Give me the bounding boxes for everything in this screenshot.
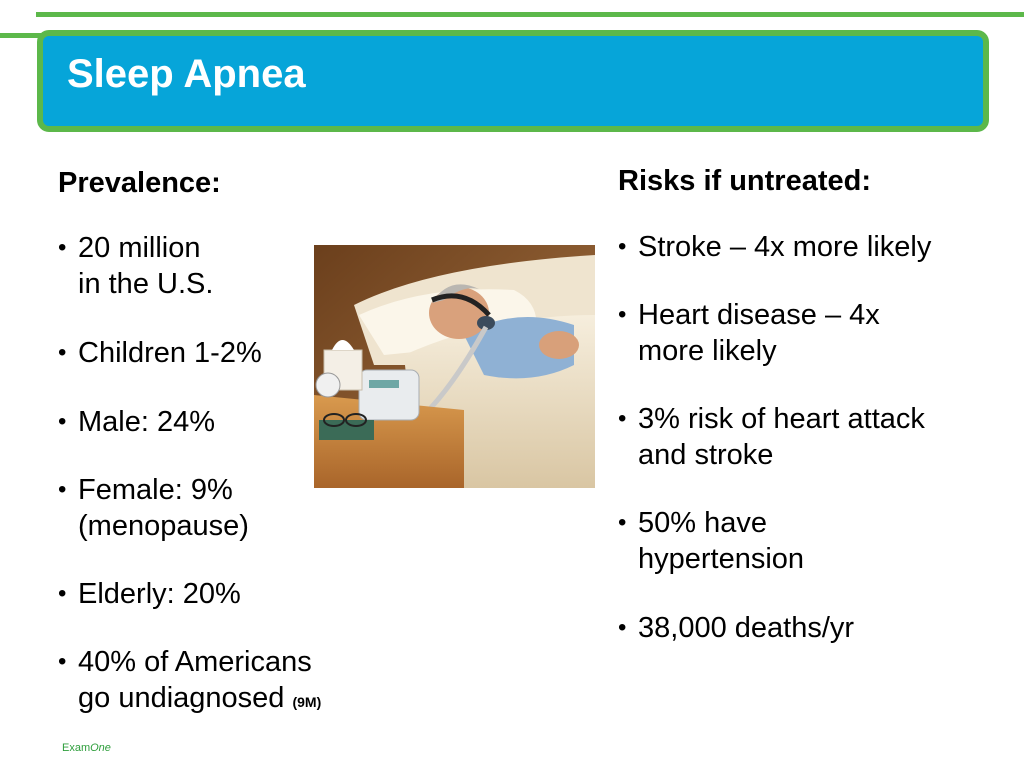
- risks-item-2-line1: • Heart disease – 4x: [638, 299, 880, 331]
- slide-title: Sleep Apnea: [67, 52, 306, 96]
- risks-item-3-line2: and stroke: [638, 439, 774, 471]
- risks-item-5: [618, 610, 998, 646]
- title-banner: [37, 30, 989, 132]
- prevalence-item-6-line2: go undiagnosed: [78, 682, 285, 714]
- prevalence-item-6-line2-wrap: [78, 680, 388, 720]
- prevalence-item-4-line1: • Female: 9%: [78, 474, 233, 506]
- prevalence-item-4-line2: (menopause): [78, 510, 249, 542]
- cpap-photo-illustration: [314, 245, 595, 488]
- examone-logo: [62, 742, 111, 754]
- prevalence-heading: Prevalence:: [58, 167, 221, 199]
- risks-item-4-line1: • 50% have: [638, 507, 767, 539]
- risks-item-2: [618, 297, 998, 369]
- prevalence-item-1-line2: in the U.S.: [78, 268, 214, 300]
- prevalence-item-6: [58, 644, 388, 720]
- logo-suffix: One: [90, 742, 111, 754]
- prevalence-item-2: [58, 335, 318, 371]
- prevalence-note: (9M): [292, 694, 322, 710]
- prevalence-item-4: [58, 472, 318, 544]
- prevalence-item-6-line1: • 40% of Americans: [78, 646, 312, 678]
- top-green-rule: [36, 12, 1024, 17]
- prevalence-item-5: [58, 576, 318, 612]
- risks-item-1-line1: • Stroke – 4x more likely: [638, 231, 932, 263]
- risks-item-4-line2: hypertension: [638, 543, 805, 575]
- risks-heading: Risks if untreated:: [618, 165, 871, 197]
- logo-prefix: Exam: [62, 742, 91, 754]
- prevalence-item-2-line1: • Children 1-2%: [78, 337, 262, 369]
- risks-item-1: [618, 229, 998, 265]
- prevalence-item-3-line1: • Male: 24%: [78, 406, 216, 438]
- prevalence-item-1: [58, 230, 318, 302]
- risks-item-3-line1: • 3% risk of heart attack: [638, 403, 925, 435]
- risks-item-5-line1: • 38,000 deaths/yr: [638, 612, 855, 644]
- prevalence-item-5-line1: • Elderly: 20%: [78, 578, 241, 610]
- cpap-patient-photo: [314, 245, 595, 488]
- risks-item-4: [618, 505, 998, 577]
- risks-item-3: [618, 401, 998, 473]
- prevalence-item-3: [58, 404, 318, 440]
- risks-item-2-line2: more likely: [638, 335, 777, 367]
- prevalence-item-1-line1: • 20 million: [78, 232, 201, 264]
